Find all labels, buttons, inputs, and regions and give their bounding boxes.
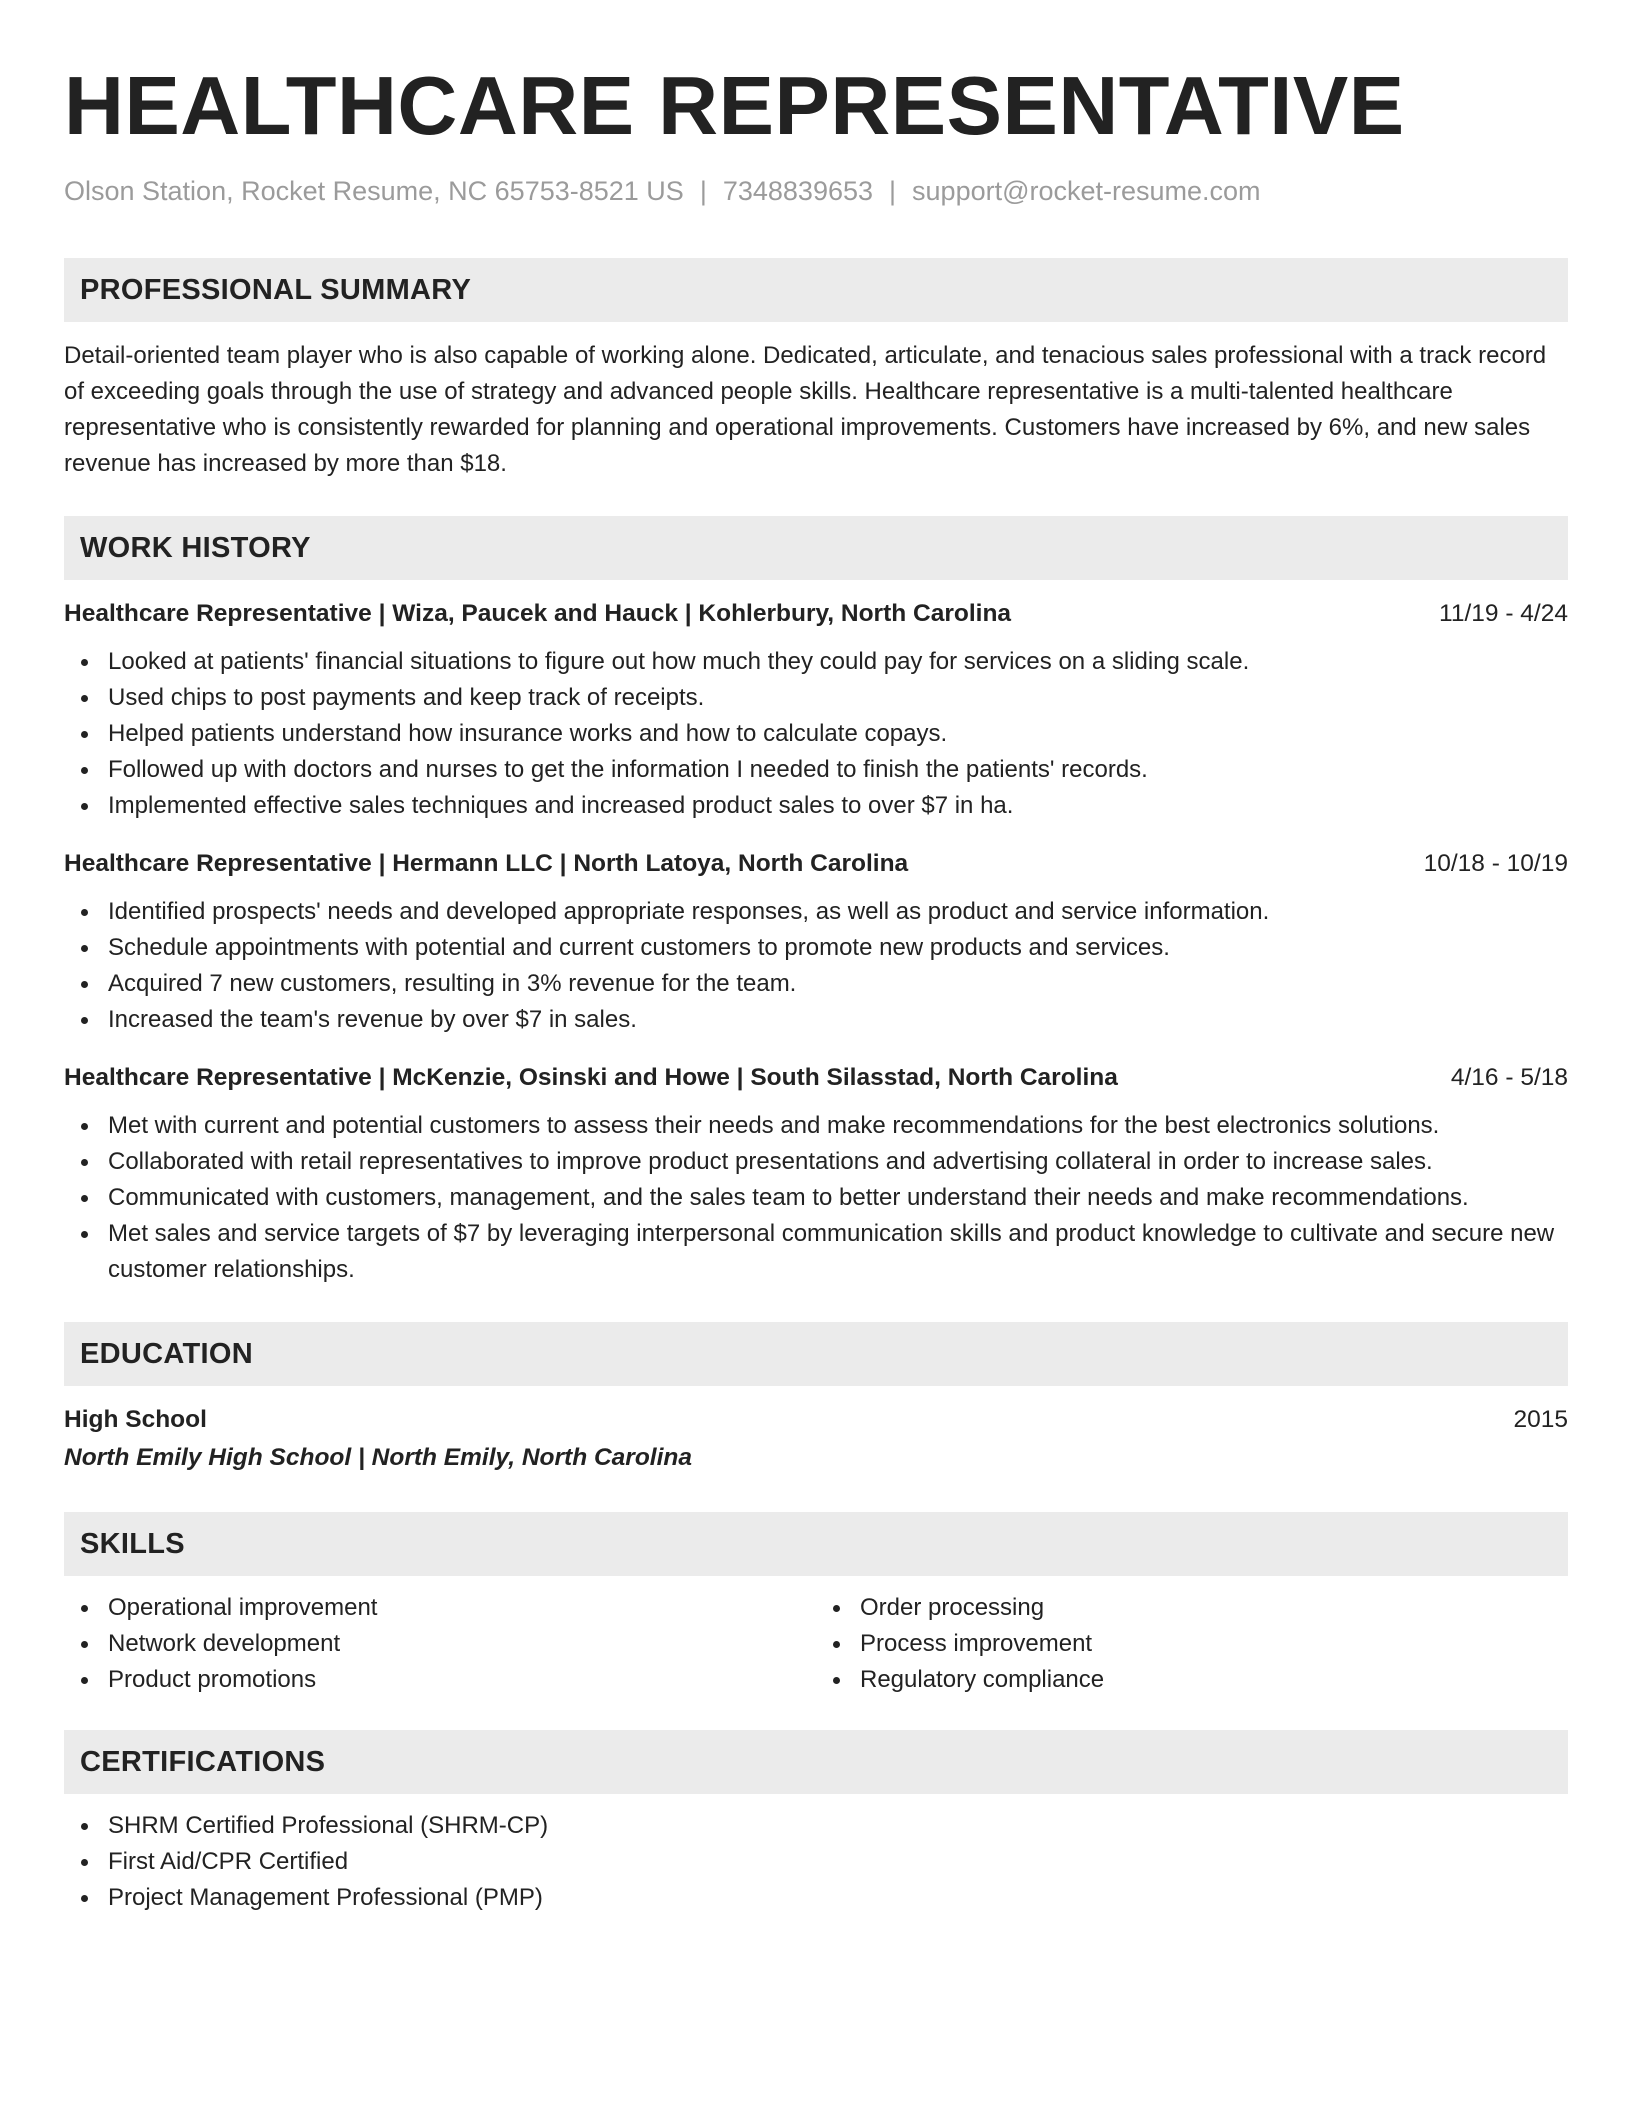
job-entry bbox=[64, 1060, 1568, 1288]
list-item: Met with current and potential customers to assess their needs and make recommendations for the best electronics solutions. bbox=[64, 1108, 1568, 1144]
education-school: North Emily High School | North Emily, North Carolina bbox=[64, 1444, 693, 1471]
job-title: Healthcare Representative | Hermann LLC | North Latoya, North Carolina bbox=[64, 850, 909, 877]
job-bullets bbox=[64, 1108, 1568, 1288]
list-item: Regulatory compliance bbox=[816, 1662, 1568, 1698]
list-item: Implemented effective sales techniques and increased product sales to over $7 in ha. bbox=[64, 788, 1568, 824]
skills-column-right bbox=[816, 1590, 1568, 1698]
skills-list bbox=[816, 1590, 1568, 1698]
job-dates: 10/18 - 10/19 bbox=[1423, 850, 1568, 877]
job-title: Healthcare Representative | McKenzie, Osinski and Howe | South Silasstad, North Carolina bbox=[64, 1064, 1118, 1091]
education-header bbox=[64, 1402, 1568, 1438]
job-header bbox=[64, 596, 1568, 632]
list-item: Followed up with doctors and nurses to get the information I needed to finish the patients' records. bbox=[64, 752, 1568, 788]
job-dates: 11/19 - 4/24 bbox=[1439, 600, 1568, 627]
list-item: Communicated with customers, management, and the sales team to better understand their needs and make recommendations. bbox=[64, 1180, 1568, 1216]
skills-grid bbox=[64, 1590, 1568, 1698]
list-item: Collaborated with retail representatives to improve product presentations and advertising collateral in order to increase sales. bbox=[64, 1144, 1568, 1180]
section-header-summary: PROFESSIONAL SUMMARY bbox=[64, 258, 1568, 322]
list-item: Schedule appointments with potential and current customers to promote new products and services. bbox=[64, 930, 1568, 966]
list-item: Order processing bbox=[816, 1590, 1568, 1626]
section-header-certifications: CERTIFICATIONS bbox=[64, 1730, 1568, 1794]
list-item: First Aid/CPR Certified bbox=[64, 1844, 1568, 1880]
resume-name: HEALTHCARE REPRESENTATIVE bbox=[64, 59, 1405, 152]
contact-phone: 7348839653 bbox=[722, 176, 874, 206]
job-header bbox=[64, 846, 1568, 882]
job-entry bbox=[64, 846, 1568, 1038]
contact-separator: | bbox=[699, 176, 707, 206]
contact-email: support@rocket-resume.com bbox=[912, 176, 1261, 206]
job-bullets bbox=[64, 644, 1568, 824]
list-item: Looked at patients' financial situations to figure out how much they could pay for services on a sliding scale. bbox=[64, 644, 1568, 680]
certifications-list bbox=[64, 1808, 1568, 1916]
list-item: Acquired 7 new customers, resulting in 3% revenue for the team. bbox=[64, 966, 1568, 1002]
section-header-skills: SKILLS bbox=[64, 1512, 1568, 1576]
list-item: Met sales and service targets of $7 by leveraging interpersonal communication skills and product knowledge to cultivate and secure new customer relationships. bbox=[64, 1216, 1568, 1288]
contact-address: Olson Station, Rocket Resume, NC 65753-8521 US bbox=[64, 176, 684, 206]
summary-text: Detail-oriented team player who is also capable of working alone. Dedicated, articulate, and tenacious sales professional with a track record of exceeding goals through the use of strategy and advanced people skills. Healthcare representative is a multi-talented healthcare representative who is consistently rewarded for planning and operational improvements. Customers have increased by 6%, and new sales revenue has increased by more than $18. bbox=[64, 342, 1547, 477]
education-year: 2015 bbox=[1513, 1406, 1568, 1433]
job-dates: 4/16 - 5/18 bbox=[1450, 1064, 1568, 1091]
list-item: Identified prospects' needs and developed appropriate responses, as well as product and service information. bbox=[64, 894, 1568, 930]
list-item: Helped patients understand how insurance works and how to calculate copays. bbox=[64, 716, 1568, 752]
job-entry bbox=[64, 596, 1568, 824]
job-header bbox=[64, 1060, 1568, 1096]
list-item: Operational improvement bbox=[64, 1590, 816, 1626]
job-bullets bbox=[64, 894, 1568, 1038]
skills-column-left bbox=[64, 1590, 816, 1698]
list-item: Product promotions bbox=[64, 1662, 816, 1698]
job-title: Healthcare Representative | Wiza, Paucek and Hauck | Kohlerbury, North Carolina bbox=[64, 600, 1012, 627]
section-header-education: EDUCATION bbox=[64, 1322, 1568, 1386]
list-item: SHRM Certified Professional (SHRM-CP) bbox=[64, 1808, 1568, 1844]
education-degree: High School bbox=[64, 1406, 207, 1433]
skills-list bbox=[64, 1590, 816, 1698]
contact-line bbox=[64, 174, 1568, 208]
list-item: Process improvement bbox=[816, 1626, 1568, 1662]
list-item: Used chips to post payments and keep track of receipts. bbox=[64, 680, 1568, 716]
list-item: Network development bbox=[64, 1626, 816, 1662]
section-header-work-history: WORK HISTORY bbox=[64, 516, 1568, 580]
contact-separator: | bbox=[889, 176, 897, 206]
list-item: Project Management Professional (PMP) bbox=[64, 1880, 1568, 1916]
list-item: Increased the team's revenue by over $7 in sales. bbox=[64, 1002, 1568, 1038]
